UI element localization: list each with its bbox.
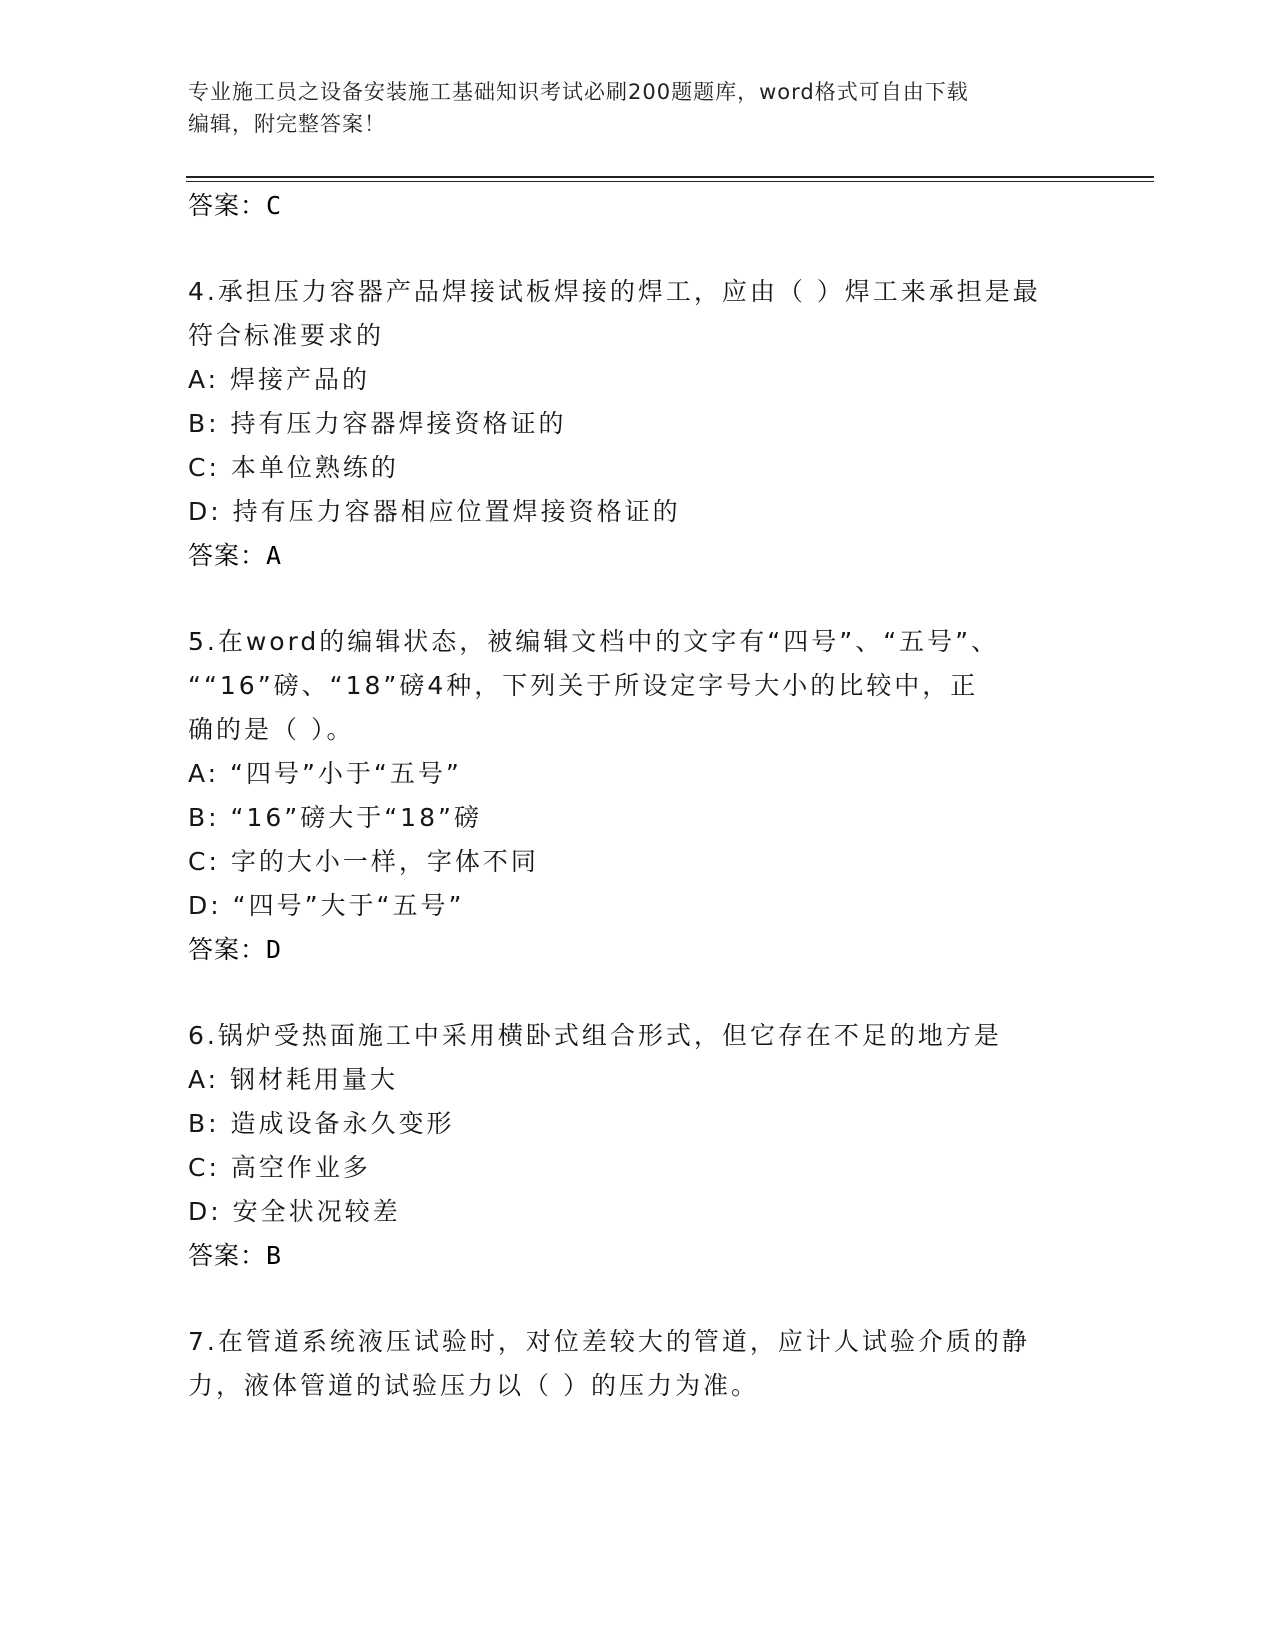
question-7-stem-line-1: 7.在管道系统液压试验时，对位差较大的管道，应计人试验介质的静 (188, 1327, 1030, 1356)
answer-value: C (266, 191, 283, 220)
question-6-option-d: D: 安全状况较差 (188, 1197, 401, 1226)
answer-value: B (266, 1241, 283, 1270)
question-5-stem-line-3: 确的是（ ）。 (188, 715, 355, 744)
answer-q6 (188, 1236, 282, 1272)
header-line-2: 编辑，附完整答案！ (188, 112, 386, 136)
answer-q4 (188, 536, 282, 572)
question-6-option-a: A: 钢材耗用量大 (188, 1065, 399, 1094)
question-4-option-d: D: 持有压力容器相应位置焊接资格证的 (188, 497, 681, 526)
question-5-option-d: D: “四号”大于“五号” (188, 891, 465, 920)
question-6-stem-line-1: 6.锅炉受热面施工中采用横卧式组合形式，但它存在不足的地方是 (188, 1021, 1002, 1050)
question-5-option-b: B: “16”磅大于“18”磅 (188, 803, 482, 832)
question-4-stem-line-1: 4.承担压力容器产品焊接试板焊接的焊工，应由（ ）焊工来承担是最 (188, 277, 1041, 306)
answer-label: 答案： (188, 935, 267, 964)
question-7-stem-line-2: 力，液体管道的试验压力以（ ）的压力为准。 (188, 1371, 759, 1400)
answer-label: 答案： (188, 191, 267, 220)
question-6-option-c: C: 高空作业多 (188, 1153, 371, 1182)
answer-label: 答案： (188, 1241, 267, 1270)
question-4-option-a: A: 焊接产品的 (188, 365, 371, 394)
answer-value: A (266, 541, 283, 570)
answer-label: 答案： (188, 541, 267, 570)
header-rule-thin (186, 181, 1154, 182)
answer-q5 (188, 930, 282, 966)
question-6-option-b: B: 造成设备永久变形 (188, 1109, 455, 1138)
question-5-option-a: A: “四号”小于“五号” (188, 759, 462, 788)
answer-q3 (188, 186, 282, 222)
header-line-1: 专业施工员之设备安装施工基础知识考试必刷200题题库，word格式可自由下载 (188, 80, 969, 104)
answer-value: D (266, 935, 283, 964)
question-4-stem-line-2: 符合标准要求的 (188, 321, 385, 350)
page-header (188, 76, 1068, 140)
header-rule (186, 176, 1154, 178)
question-5-stem-line-2: ““16”磅、“18”磅4种，下列关于所设定字号大小的比较中，正 (188, 671, 979, 700)
question-5-option-c: C: 字的大小一样，字体不同 (188, 847, 539, 876)
question-4-option-b: B: 持有压力容器焊接资格证的 (188, 409, 567, 438)
question-4-option-c: C: 本单位熟练的 (188, 453, 399, 482)
question-5-stem-line-1: 5.在word的编辑状态，被编辑文档中的文字有“四号”、“五号”、 (188, 627, 1000, 656)
